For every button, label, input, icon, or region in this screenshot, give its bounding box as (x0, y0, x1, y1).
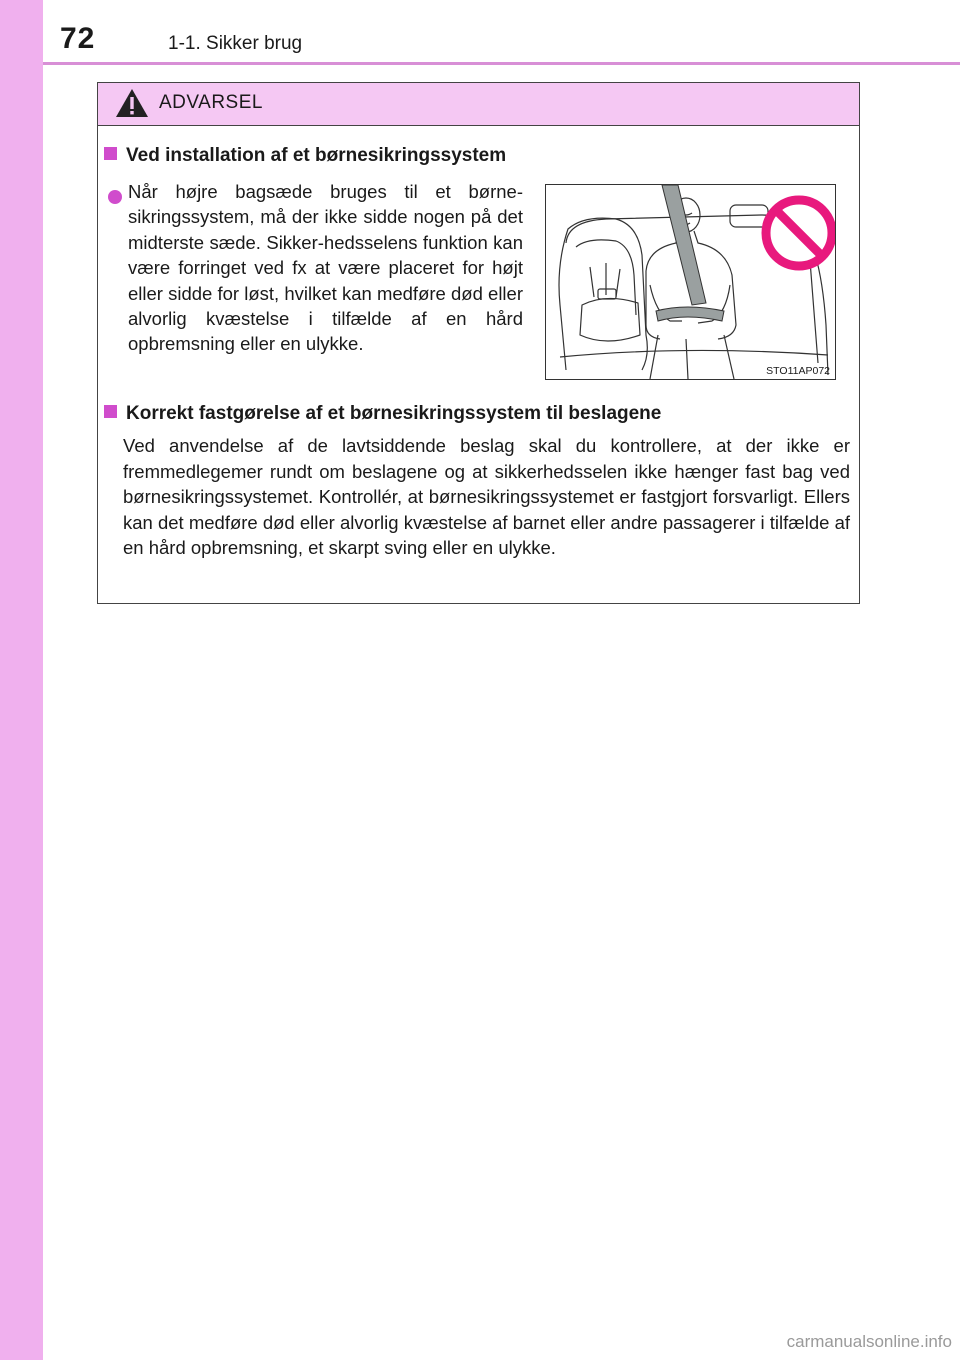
watermark: carmanualsonline.info (786, 1332, 952, 1351)
figure-code: STO11AP072 (766, 365, 830, 377)
paragraph-text: Ved anvendelse af de lavtsiddende beslag skal du kontrollere, at der ikke er fremmedlegemer rundt om beslagene og at sikkerhedsselen ikke hænger fast bag ved børnesikringssystemet. Kontrollér, at børnesikringssystemet er fastgjort forsvarligt. Ellers kan det medføre død eller alvorlig kvæstelse af barnet eller andre passagerer i tilfælde af en hård opbremsning, et skarpt sving eller en ulykke. (123, 435, 850, 558)
round-bullet-icon (108, 190, 122, 204)
warning-header (98, 83, 859, 126)
warning-triangle-icon (114, 87, 150, 119)
warning-box (97, 82, 860, 604)
section-heading (104, 145, 506, 167)
section-title: 1-1. Sikker brug (168, 33, 303, 54)
square-bullet-icon (104, 147, 117, 160)
seat-illustration (546, 185, 835, 379)
section-heading (104, 403, 661, 425)
header-rule (43, 62, 960, 65)
section-heading-text: Korrekt fastgørelse af et børnesikringssystem til beslagene (126, 403, 662, 424)
square-bullet-icon (104, 405, 117, 418)
page-number: 72 (60, 22, 96, 55)
illustration (545, 184, 836, 380)
bullet-text: Når højre bagsæde bruges til et børne-sikringssystem, må der ikke sidde nogen på det midterste sæde. Sikker-hedsselens funktion kan være forringet ved fx at være placeret for højt eller sidde for løst, hvilket kan medføre død eller alvorlig kvæstelse i tilfælde af en hård opbremsning eller en ulykke. (128, 181, 523, 355)
prohibited-icon (766, 200, 832, 266)
section-heading-text: Ved installation af et børnesikringssystem (126, 145, 507, 166)
side-strip (0, 0, 43, 1360)
warning-label: ADVARSEL (159, 92, 263, 113)
